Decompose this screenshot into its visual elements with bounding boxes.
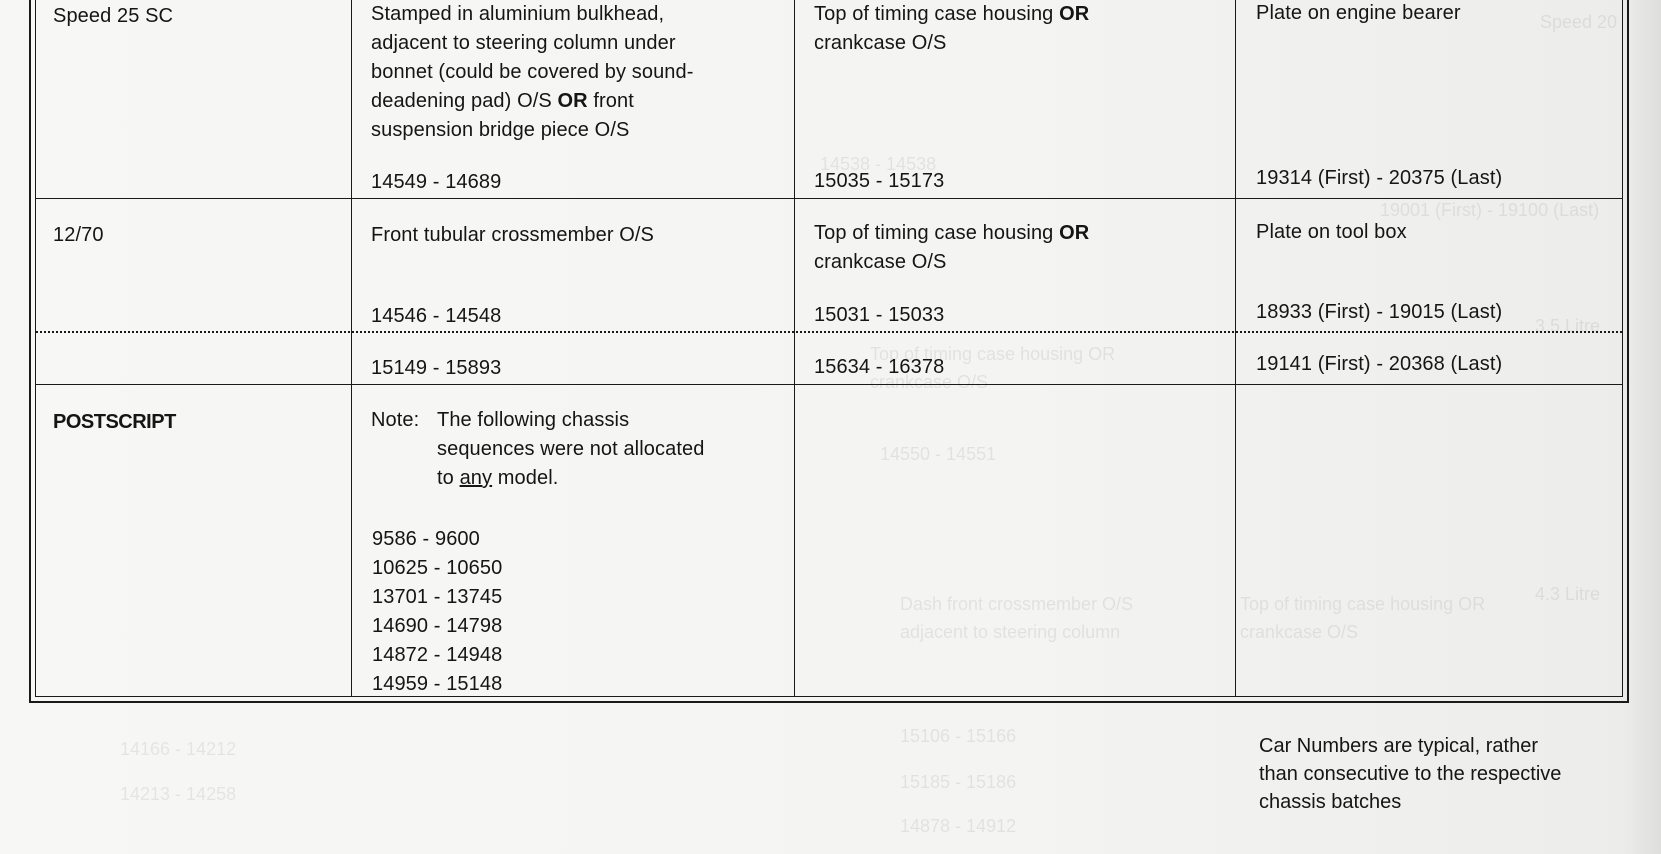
row-2-chassis-numbers-a: 14546 - 14548 xyxy=(371,305,502,327)
list-item: 9586 - 9600 xyxy=(372,528,480,550)
list-item: 10625 - 10650 xyxy=(372,557,503,579)
row-1-car-numbers: 19314 (First) - 20375 (Last) xyxy=(1256,167,1503,189)
row-2-chassis-location: Front tubular crossmember O/S xyxy=(371,224,654,246)
page-edge-shadow xyxy=(1621,0,1661,854)
row-2-chassis-numbers-b: 15149 - 15893 xyxy=(371,357,502,379)
car-numbers-footnote: Car Numbers are typical, rather than consecutive to the respective chassis batches xyxy=(1259,735,1562,813)
chassis-number-table: Speed 25 SC Stamped in aluminium bulkhead, adjacent to steering column under bonnet (could be covered by sound- deadening pad) O/S OR front suspension bridge piece O/S 14549 - 14689 Top of timing case housing OR crankcase O/S 15035 - 15173 Plate on engine bearer 19314 (First) - 20375 (Last) 12/70 Front tubular crossmember O/S 14546 - 14548 15149 - 15893 Top of timing case housing OR crankcase O/S 15031 - 15033 15634 - 16378 Plate on tool box 18933 (First) - 19015 (Last) 19141 (First) - 20368 (Last) POSTSCRIPT Note: The following chassis sequences were not allocated to any model. 9586 - 9600 10625 - 10650 13701 - 13745 14690 - 14798 14872 - 14948 14959 - 15148 xyxy=(35,0,1623,697)
row-1-car-location: Plate on engine bearer xyxy=(1256,2,1461,24)
row-divider-1 xyxy=(36,198,1622,199)
document-page: Speed 20 14538 - 14538 19001 (First) - 19100 (Last) Top of timing case housing OR crankcase O/S 14550 - 14551 3.5 Litre 4.3 Litre Dash front crossmember O/S adjacent to steering column Top of timing case housing OR crankcase O/S 15106 - 15166 15185 - 15186 14878 - 14912 14166 - 14212 14213 - 14258 Speed 25 SC Stamped in aluminium bulkhead, adjacent to steering column under bonnet (could be covered by sound- deadening pad) O/S OR front suspension bridge piece O/S 14549 - 14689 Top of timing case housing OR crankcase O/S 15035 - 15173 Plate on engine bearer 19314 (First) - 20375 (Last) 12/70 Front tubular crossmember O/S 14546 - 14548 15149 - 15893 Top of timing case housing OR crankcase O/S 15031 - 15033 15634 - 16378 Plate on tool box 18933 (First) - 19015 (Last) 19141 (First) - 20368 (Last) POSTSCRIPT Note: The following chassis sequences were not allocated to any model. 9586 - 9600 10625 - 10650 13701 - 13745 14690 - 14798 14872 - 14948 14959 - 15148 Car Numbers are typical, rather than consecutive to the respective chassis batches xyxy=(0,0,1661,854)
row-2-car-numbers-a: 18933 (First) - 19015 (Last) xyxy=(1256,301,1503,323)
list-item: 14690 - 14798 xyxy=(372,615,503,637)
row-divider-2 xyxy=(36,384,1622,385)
row-2-model: 12/70 xyxy=(53,224,104,246)
row-2-car-location: Plate on tool box xyxy=(1256,221,1407,243)
list-item: 13701 - 13745 xyxy=(372,586,503,608)
row-dotted-divider xyxy=(36,331,1622,333)
column-divider-1 xyxy=(351,0,352,696)
row-1-engine-numbers: 15035 - 15173 xyxy=(814,170,945,192)
row-1-model: Speed 25 SC xyxy=(53,5,174,27)
column-divider-3 xyxy=(1235,0,1236,696)
column-divider-2 xyxy=(794,0,795,696)
list-item: 14959 - 15148 xyxy=(372,673,503,695)
row-3-model: POSTSCRIPT xyxy=(53,411,176,433)
row-2-car-numbers-b: 19141 (First) - 20368 (Last) xyxy=(1256,353,1503,375)
row-2-engine-numbers-a: 15031 - 15033 xyxy=(814,304,945,326)
row-2-engine-numbers-b: 15634 - 16378 xyxy=(814,356,945,378)
row-1-chassis-numbers: 14549 - 14689 xyxy=(371,171,502,193)
list-item: 14872 - 14948 xyxy=(372,644,503,666)
